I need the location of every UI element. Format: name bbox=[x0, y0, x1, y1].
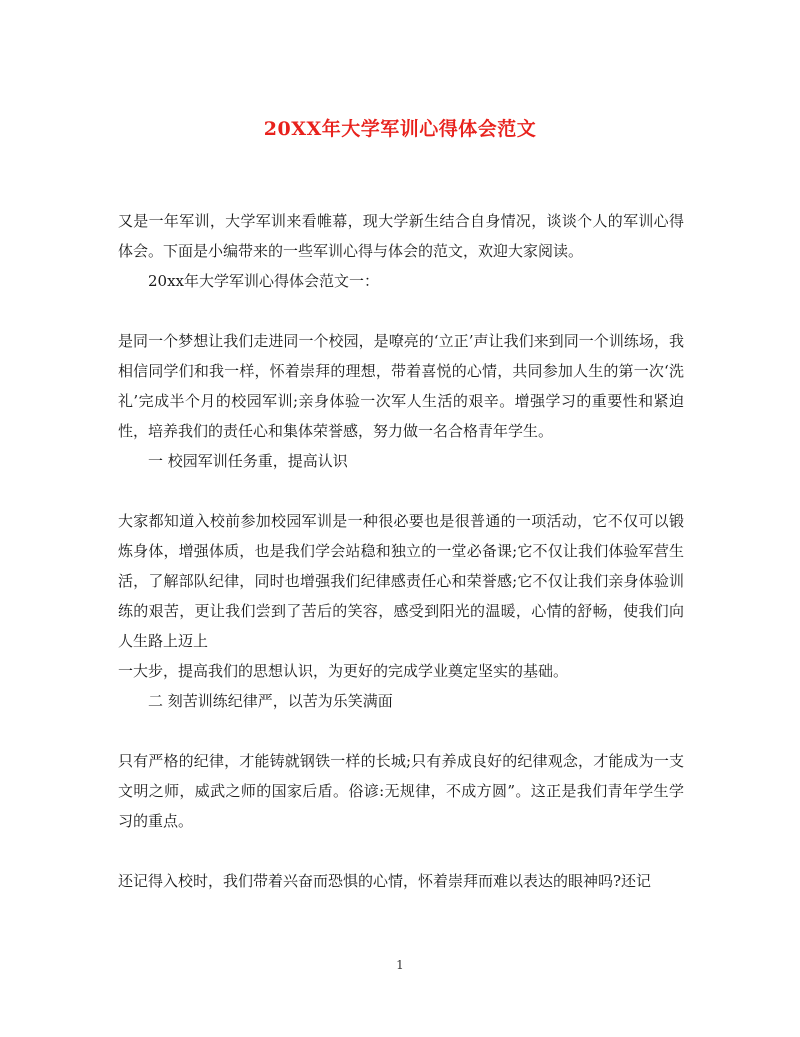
spacer bbox=[118, 476, 684, 506]
heading-2: 二 刻苦训练纪律严，以苦为乐笑满面 bbox=[148, 692, 393, 710]
spacer bbox=[118, 296, 684, 326]
paragraph-3: 只有严格的纪律，才能铸就钢铁一样的长城;只有养成良好的纪律观念，才能成为一支文明之师，威武之师的国家后盾。俗谚:无规律，不成方圆”。这正是我们青年学生学习的重点。 bbox=[118, 752, 684, 830]
heading-1: 一 校园军训任务重，提高认识 bbox=[148, 452, 348, 470]
document-title: 20XX年大学军训心得体会范文 bbox=[263, 118, 537, 140]
paragraph-2b: 一大步，提高我们的思想认识，为更好的完成学业奠定坚实的基础。 bbox=[118, 662, 569, 680]
document-body bbox=[118, 206, 684, 896]
section-title: 20xx年大学军训心得体会范文一： bbox=[148, 272, 380, 290]
paragraph-1: 是同一个梦想让我们走进同一个校园，是嘹亮的‘立正’声让我们来到同一个训练场，我相信同学们和我一样，怀着崇拜的理想，带着喜悦的心情，共同参加人生的第一次‘洗礼’完成半个月的校园军训;亲身体验一次军人生活的艰辛。增强学习的重要性和紧迫性，培养我们的责任心和集体荣誉感，努力做一名合格青年学生。 bbox=[118, 332, 684, 440]
paragraph-4: 还记得入校时，我们带着兴奋而恐惧的心情，怀着崇拜而难以表达的眼神吗?还记 bbox=[118, 872, 652, 890]
intro-paragraph: 又是一年军训，大学军训来看帷幕，现大学新生结合自身情况，谈谈个人的军训心得体会。下面是小编带来的一些军训心得与体会的范文，欢迎大家阅读。 bbox=[118, 212, 684, 260]
spacer bbox=[118, 836, 684, 866]
spacer bbox=[118, 716, 684, 746]
page-number: 1 bbox=[396, 958, 404, 972]
paragraph-2a: 大家都知道入校前参加校园军训是一种很必要也是很普通的一项活动，它不仅可以锻炼身体，增强体质，也是我们学会站稳和独立的一堂必备课;它不仅让我们体验军营生活，了解部队纪律，同时也增强我们纪律感责任心和荣誉感;它不仅让我们亲身体验训练的艰苦，更让我们尝到了苦后的笑容，感受到阳光的温暖，心情的舒畅，使我们向人生路上迈上 bbox=[118, 512, 684, 650]
